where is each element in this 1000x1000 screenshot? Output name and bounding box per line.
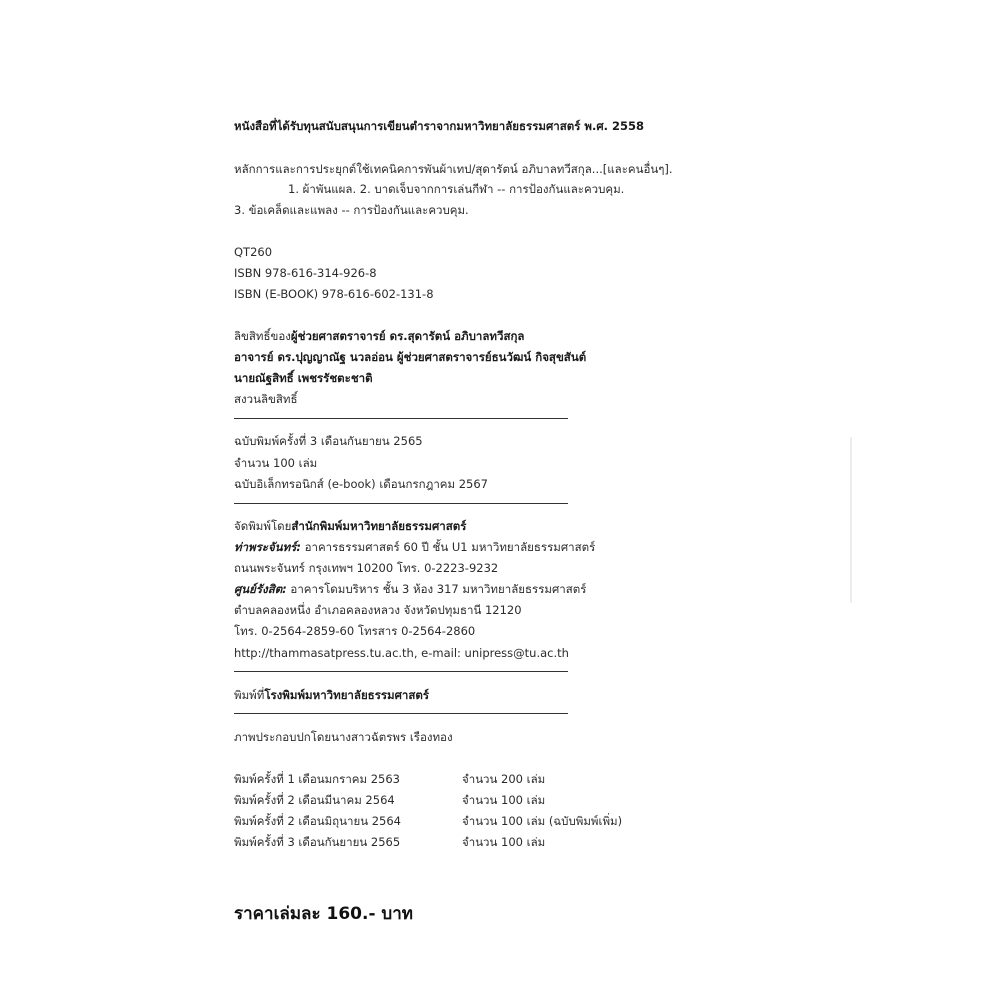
print-history-row: [234, 813, 622, 829]
edition-line-3: ฉบับอิเล็กทรอนิกส์ (e-book) เดือนกรกฎาคม 2567: [234, 477, 488, 491]
page-edge-shadow: [850, 437, 852, 603]
publisher-name: สำนักพิมพ์มหาวิทยาลัยธรรมศาสตร์: [291, 519, 467, 533]
copyright-line-1: [234, 328, 524, 344]
rights-reserved: สงวนลิขสิทธิ์: [234, 392, 298, 406]
isbn-ebook: ISBN (E-BOOK) 978-616-602-131-8: [234, 287, 434, 301]
print-history-qty: จำนวน 100 เล่ม: [462, 793, 546, 807]
print-history-edition: พิมพ์ครั้งที่ 1 เดือนมกราคม 2563: [234, 772, 400, 786]
rangsit-label: ศูนย์รังสิต:: [234, 582, 287, 596]
print-history-qty: จำนวน 100 เล่ม: [462, 835, 546, 849]
publisher-prefix: จัดพิมพ์โดย: [234, 519, 292, 533]
catalog-line-2: 1. ผ้าพันแผล. 2. บาดเจ็บจากการเล่นกีฬา -- การป้องกันและควบคุม.: [288, 182, 625, 196]
tha-prachan-address-line-1: [234, 539, 595, 555]
publisher-line: [234, 518, 466, 534]
publisher-web: http://thammasatpress.tu.ac.th, e-mail: unipress@tu.ac.th: [234, 646, 569, 660]
printer-name: โรงพิมพ์มหาวิทยาลัยธรรมศาสตร์: [264, 688, 430, 702]
call-number: QT260: [234, 245, 273, 259]
divider: [234, 503, 568, 504]
printer-prefix: พิมพ์ที่: [234, 688, 265, 702]
print-history-edition: พิมพ์ครั้งที่ 2 เดือนมีนาคม 2564: [234, 793, 395, 807]
copyright-holder-3: นายณัฐสิทธิ์ เพชรรัชตะชาติ: [234, 371, 373, 385]
copyright-holder-1: ผู้ช่วยศาสตราจารย์ ดร.สุดารัตน์ อภิบาลทวีสกุล: [290, 329, 525, 343]
print-history-row: [234, 792, 545, 808]
print-history-qty: จำนวน 200 เล่ม: [462, 772, 546, 786]
printer-line: [234, 687, 429, 703]
edition-line-2: จำนวน 100 เล่ม: [234, 456, 318, 470]
price: ราคาเล่มละ 160.- บาท: [234, 904, 413, 924]
isbn: ISBN 978-616-314-926-8: [234, 266, 377, 280]
print-history-edition: พิมพ์ครั้งที่ 2 เดือนมิถุนายน 2564: [234, 814, 401, 828]
rangsit-address-line-1: [234, 581, 586, 597]
rangsit-address: อาคารโดมบริหาร ชั้น 3 ห้อง 317 มหาวิทยาลัยธรรมศาสตร์: [286, 582, 587, 596]
tha-prachan-address: อาคารธรรมศาสตร์ 60 ปี ชั้น U1 มหาวิทยาลัยธรรมศาสตร์: [300, 540, 596, 554]
tha-prachan-address-line-2: ถนนพระจันทร์ กรุงเทพฯ 10200 โทร. 0-2223-9232: [234, 561, 499, 575]
print-history-edition: พิมพ์ครั้งที่ 3 เดือนกันยายน 2565: [234, 835, 401, 849]
cover-illustration-credit: ภาพประกอบปกโดยนางสาวฉัตรพร เรืองทอง: [234, 730, 453, 744]
divider: [234, 418, 568, 419]
catalog-line-3: 3. ข้อเคล็ดและแพลง -- การป้องกันและควบคุม.: [234, 203, 469, 217]
print-history-qty: จำนวน 100 เล่ม (ฉบับพิมพ์เพิ่ม): [462, 814, 623, 828]
print-history-row: [234, 834, 545, 850]
tha-prachan-label: ท่าพระจันทร์:: [234, 540, 301, 554]
grant-header: หนังสือที่ได้รับทุนสนับสนุนการเขียนตำราจากมหาวิทยาลัยธรรมศาสตร์ พ.ศ. 2558: [234, 119, 645, 133]
copyright-holder-2: อาจารย์ ดร.ปุญญาณัฐ นวลอ่อน ผู้ช่วยศาสตราจารย์ธนวัฒน์ กิจสุขสันต์: [234, 350, 587, 364]
copyright-prefix: ลิขสิทธิ์ของ: [234, 329, 291, 343]
rangsit-address-line-2: ตำบลคลองหนึ่ง อำเภอคลองหลวง จังหวัดปทุมธานี 12120: [234, 603, 522, 617]
divider: [234, 671, 568, 672]
print-history-row: [234, 771, 545, 787]
edition-line-1: ฉบับพิมพ์ครั้งที่ 3 เดือนกันยายน 2565: [234, 434, 423, 448]
publisher-phone: โทร. 0-2564-2859-60 โทรสาร 0-2564-2860: [234, 624, 476, 638]
catalog-line-1: หลักการและการประยุกต์ใช้เทคนิคการพันผ้าเทป/สุดารัตน์ อภิบาลทวีสกุล...[และคนอื่นๆ].: [234, 162, 673, 176]
divider: [234, 713, 568, 714]
